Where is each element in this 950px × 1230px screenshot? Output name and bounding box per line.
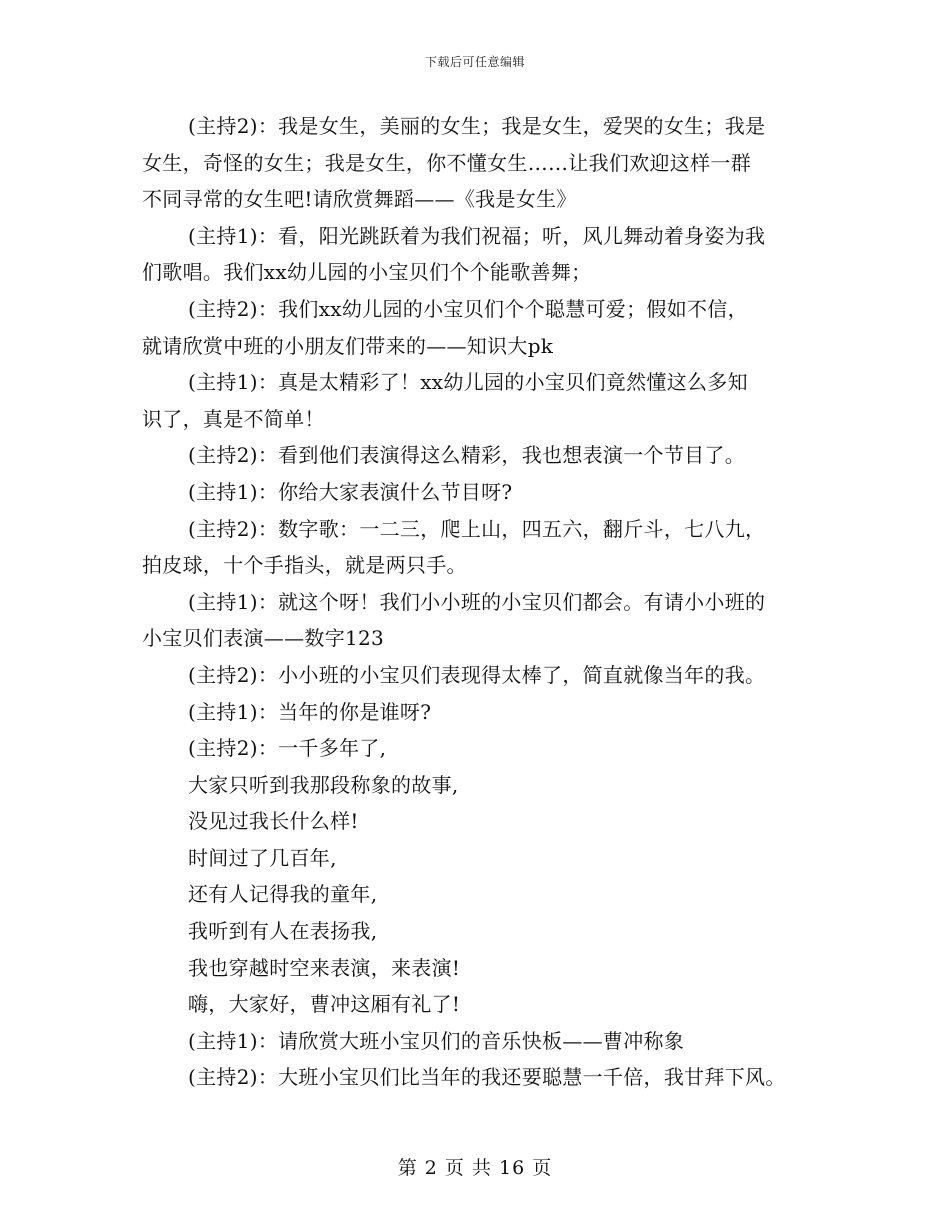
- text-line: 我听到有人在表扬我,: [188, 919, 378, 944]
- text-line: (主持2)：小小班的小宝贝们表现得太棒了，简直就像当年的我。: [188, 662, 766, 687]
- text-line: 我也穿越时空来表演，来表演!: [188, 955, 461, 980]
- text-line: (主持2)：我们xx幼儿园的小宝贝们个个聪慧可爱；假如不信，: [188, 296, 748, 321]
- text-line: 拍皮球，十个手指头，就是两只手。: [142, 553, 467, 578]
- text-line: (主持2)：看到他们表演得这么精彩，我也想表演一个节目了。: [188, 443, 746, 468]
- text-line: (主持1)：当年的你是谁呀?: [188, 699, 432, 724]
- text-line: 嗨，大家好，曹冲这厢有礼了!: [188, 992, 461, 1017]
- text-line: (主持2)：一千多年了,: [188, 736, 387, 761]
- page-header: 下载后可任意编辑: [424, 55, 525, 69]
- text-line: 女生，奇怪的女生；我是女生，你不懂女生……让我们欢迎这样一群: [142, 150, 751, 175]
- text-line: 时间过了几百年,: [188, 845, 337, 870]
- text-line: (主持1)：真是太精彩了！xx幼儿园的小宝贝们竟然懂这么多知: [188, 370, 748, 395]
- text-line: (主持2)：大班小宝贝们比当年的我还要聪慧一千倍，我甘拜下风。: [188, 1065, 786, 1090]
- text-line: (主持2)：我是女生，美丽的女生；我是女生，爱哭的女生；我是: [188, 114, 766, 138]
- text-line: 识了，真是不简单！: [142, 406, 325, 431]
- text-line: 们歌唱。我们xx幼儿园的小宝贝们个个能歌善舞；: [142, 260, 592, 285]
- text-line: (主持1)：就这个呀！我们小小班的小宝贝们都会。有请小小班的: [188, 589, 766, 614]
- document-body: [142, 108, 832, 1096]
- text-line: 没见过我长什么样!: [188, 809, 359, 834]
- text-line: 就请欣赏中班的小朋友们带来的——知识大pk: [142, 333, 554, 358]
- text-line: (主持2)：数字歌：一二三，爬上山，四五六，翻斤斗，七八九，: [188, 516, 766, 541]
- text-line: 不同寻常的女生吧!请欣赏舞蹈——《我是女生》: [142, 187, 577, 212]
- text-line: (主持1)：你给大家表演什么节目呀?: [188, 479, 513, 504]
- text-line: (主持1)：看，阳光跳跃着为我们祝福；听，风儿舞动着身姿为我: [188, 223, 766, 248]
- text-line: 小宝贝们表演——数字123: [142, 626, 385, 651]
- text-line: (主持1)：请欣赏大班小宝贝们的音乐快板——曹冲称象: [188, 1028, 685, 1053]
- text-line: 大家只听到我那段称象的故事,: [188, 772, 459, 797]
- page-footer: 第 2 页 共 16 页: [397, 1157, 553, 1179]
- text-line: 还有人记得我的童年,: [188, 882, 378, 907]
